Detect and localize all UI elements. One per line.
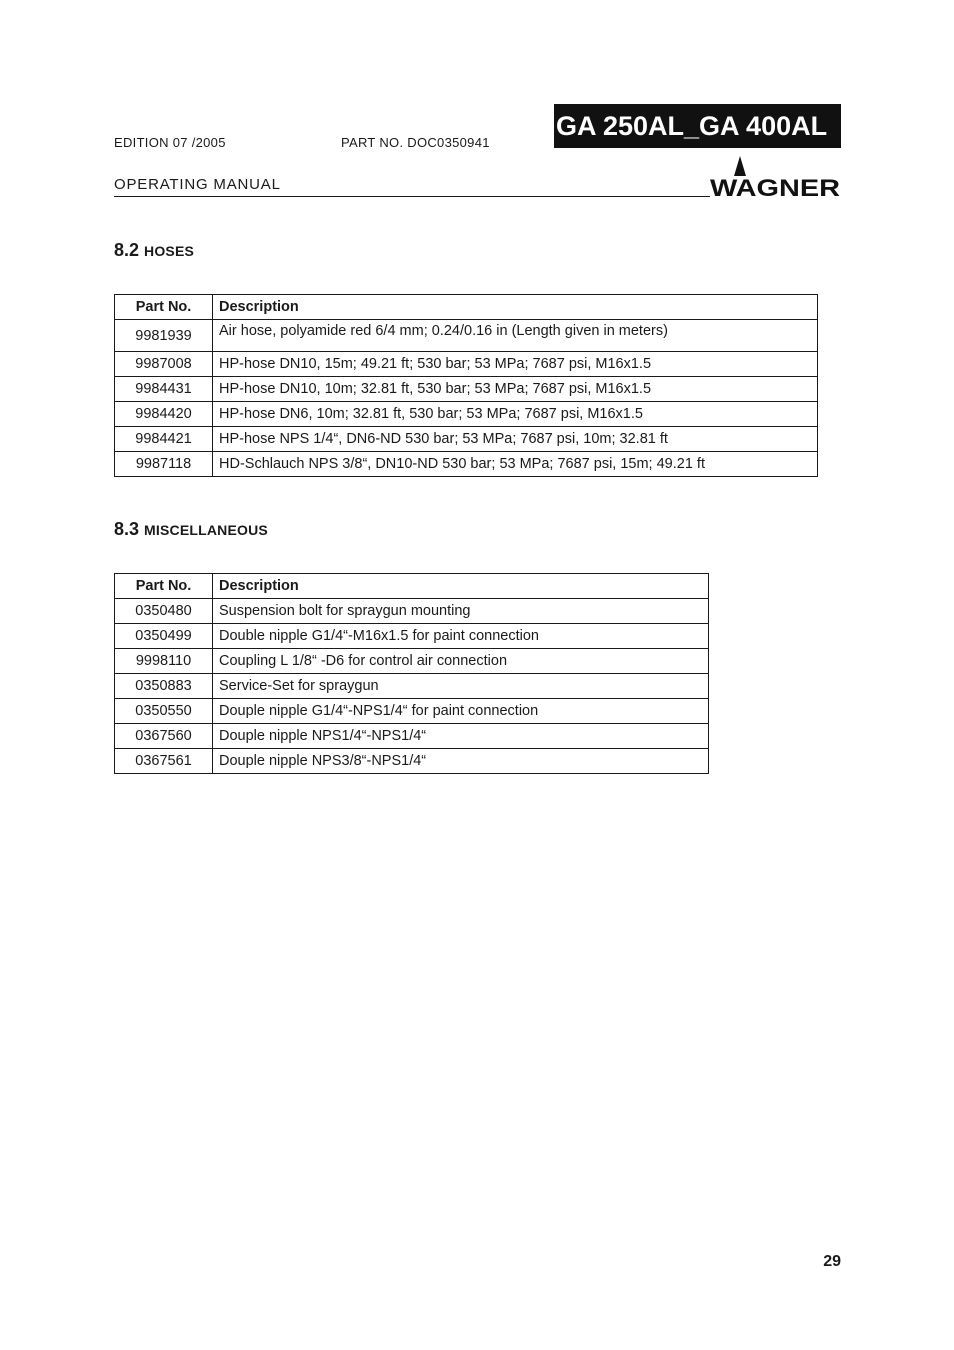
table-header-row: [115, 574, 709, 599]
table-row: [115, 649, 709, 674]
part-number-cell: 0367561: [115, 749, 213, 774]
table-row: [115, 674, 709, 699]
column-header-part-no: Part No.: [115, 295, 213, 320]
table-row: [115, 377, 818, 402]
edition-label: EDITION 07 /2005: [114, 135, 226, 150]
description-cell: Double nipple G1/4“-M16x1.5 for paint connection: [213, 624, 709, 649]
logo-peak-icon: [734, 156, 746, 176]
manual-title: OPERATING MANUAL: [114, 176, 281, 193]
description-cell: HD-Schlauch NPS 3/8“, DN10-ND 530 bar; 53 MPa; 7687 psi, 15m; 49.21 ft: [213, 452, 818, 477]
part-number-cell: 9981939: [115, 320, 213, 352]
table-row: [115, 749, 709, 774]
table-row: [115, 320, 818, 352]
description-cell: Douple nipple NPS1/4“-NPS1/4“: [213, 724, 709, 749]
table-header-row: [115, 295, 818, 320]
brand-logo-text: WAGNER: [710, 175, 840, 198]
header-rule: [114, 196, 710, 197]
description-cell: HP-hose NPS 1/4“, DN6-ND 530 bar; 53 MPa; 7687 psi, 10m; 32.81 ft: [213, 427, 818, 452]
part-number-cell: 0350499: [115, 624, 213, 649]
description-cell: Douple nipple G1/4“-NPS1/4“ for paint connection: [213, 699, 709, 724]
part-number-cell: 9987008: [115, 352, 213, 377]
part-number-cell: 0367560: [115, 724, 213, 749]
part-number-cell: 9984420: [115, 402, 213, 427]
section-title: MISCELLANEOUS: [144, 522, 268, 538]
part-number-cell: 9987118: [115, 452, 213, 477]
part-number-cell: 0350550: [115, 699, 213, 724]
table-row: [115, 624, 709, 649]
table-row: [115, 427, 818, 452]
table-row: [115, 352, 818, 377]
wagner-logo: [709, 156, 841, 198]
table-row: [115, 402, 818, 427]
section-heading-miscellaneous: [114, 519, 268, 540]
page-number: 29: [823, 1253, 841, 1270]
description-cell: Air hose, polyamide red 6/4 mm; 0.24/0.16 in (Length given in meters): [213, 320, 818, 352]
part-number-label: PART NO. DOC0350941: [341, 135, 490, 150]
description-cell: HP-hose DN10, 15m; 49.21 ft; 530 bar; 53 MPa; 7687 psi, M16x1.5: [213, 352, 818, 377]
description-cell: Douple nipple NPS3/8“-NPS1/4“: [213, 749, 709, 774]
table-row: [115, 452, 818, 477]
description-cell: Coupling L 1/8“ -D6 for control air connection: [213, 649, 709, 674]
part-number-cell: 9984431: [115, 377, 213, 402]
miscellaneous-table: [114, 573, 709, 774]
description-cell: Service-Set for spraygun: [213, 674, 709, 699]
table-row: [115, 724, 709, 749]
column-header-description: Description: [213, 574, 709, 599]
column-header-part-no: Part No.: [115, 574, 213, 599]
table-row: [115, 599, 709, 624]
part-number-cell: 0350480: [115, 599, 213, 624]
section-title: HOSES: [144, 243, 195, 259]
part-number-cell: 9998110: [115, 649, 213, 674]
column-header-description: Description: [213, 295, 818, 320]
hoses-table: [114, 294, 818, 477]
description-cell: HP-hose DN10, 10m; 32.81 ft, 530 bar; 53 MPa; 7687 psi, M16x1.5: [213, 377, 818, 402]
model-banner: GA 250AL_GA 400AL: [554, 104, 841, 148]
section-number: 8.3: [114, 519, 140, 539]
section-heading-hoses: [114, 240, 194, 261]
part-number-cell: 9984421: [115, 427, 213, 452]
part-number-cell: 0350883: [115, 674, 213, 699]
table-row: [115, 699, 709, 724]
description-cell: Suspension bolt for spraygun mounting: [213, 599, 709, 624]
description-cell: HP-hose DN6, 10m; 32.81 ft, 530 bar; 53 MPa; 7687 psi, M16x1.5: [213, 402, 818, 427]
section-number: 8.2: [114, 240, 140, 260]
